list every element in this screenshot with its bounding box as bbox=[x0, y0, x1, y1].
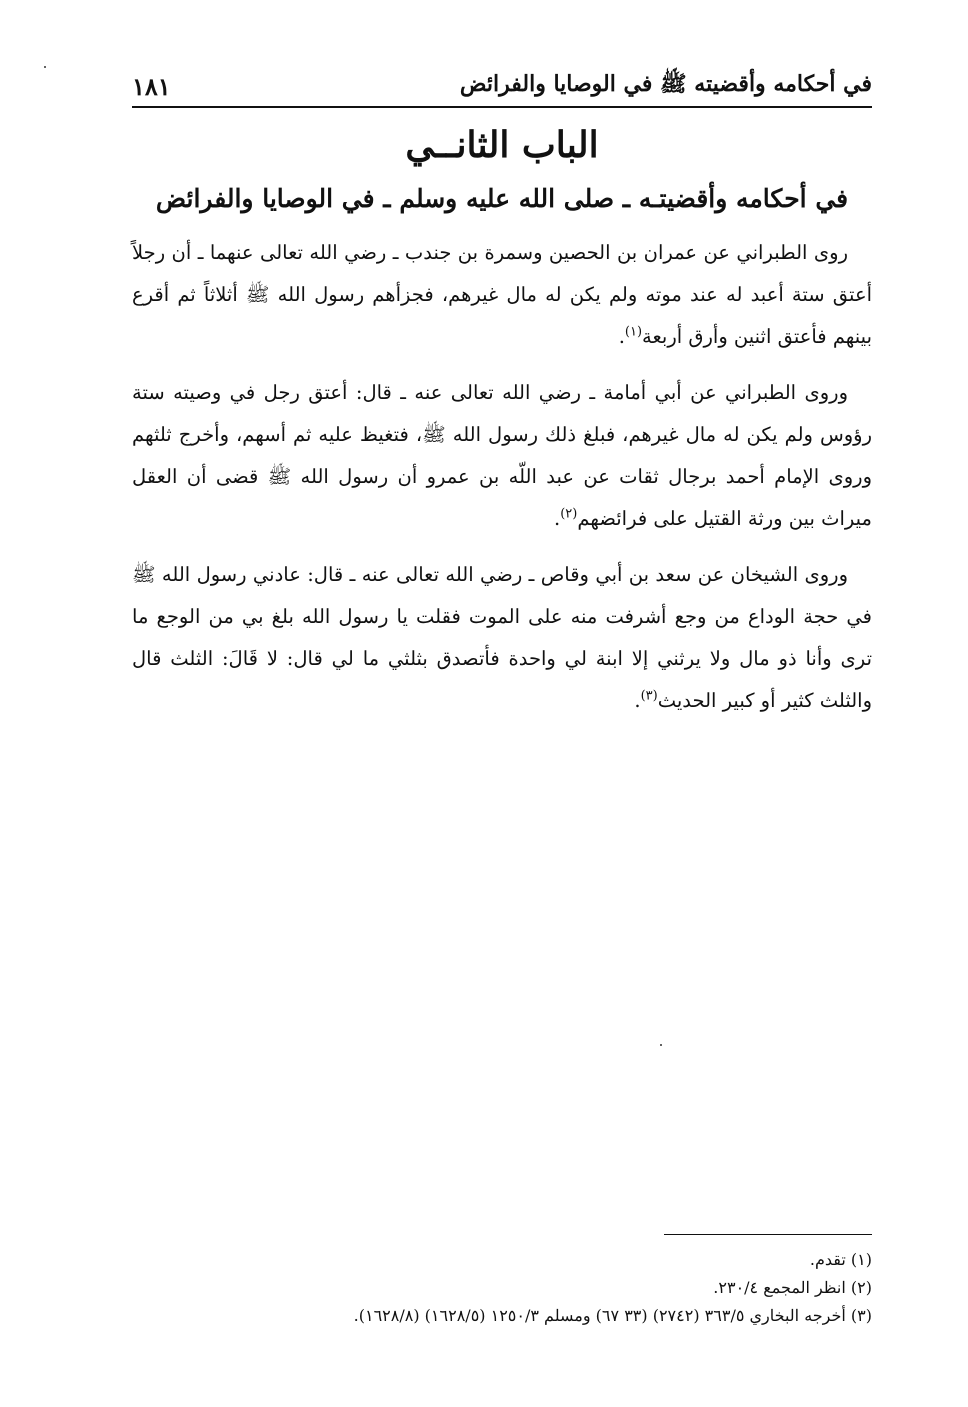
paragraph-2: وروى الطبراني عن أبي أمامة ـ رضي الله تعالى عنه ـ قال: أعتق رجل في وصيته ستة رؤوس ولم يكن له مال غيرهم، فبلغ ذلك رسول الله ﷺ، فتغيظ عليه ثم أسهم، وأخرج ثلثهم وروى الإمام أحمد برجال ثقات عن عبد اللّه بن عمرو أن رسول الله ﷺ قضى أن العقل ميراث بين ورثة القتيل على فرائضهم$^{(٢)}$. bbox=[132, 381, 872, 530]
footnote-reference: (٣) bbox=[640, 688, 658, 704]
chapter-title: الباب الثانــي bbox=[405, 124, 599, 166]
footnote-reference: (١) bbox=[624, 324, 643, 340]
footnote-3: (٣) أخرجه البخاري ٣٦٣/٥ (٢٧٤٢) (٣٣ ٦٧) ومسلم ١٢٥٠/٣ (١٦٢٨/٥) (١٦٢٨/٨). bbox=[353, 1306, 872, 1325]
paragraph-3: وروى الشيخان عن سعد بن أبي وقاص ـ رضي الله تعالى عنه ـ قال: عادني رسول الله ﷺ في حجة الوداع من وجع أشرفت منه على الموت فقلت يا رسول الله بلغ بي من الوجع ما ترى وأنا ذو مال ولا يرثني إلا ابنة لي واحدة فأتصدق بثلثي ما لي قال: لا قَالَ: الثلث قال والثلث كثير أو كبير الحديث$^{(٣)}$. bbox=[132, 563, 872, 712]
paragraph-text: روى الطبراني عن عمران بن الحصين وسمرة بن جندب ـ رضي الله تعالى عنهما ـ أن رجلاً أعتق ستة أعبد له عند موته ولم يكن له مال غيرهم، فجزأهم رسول الله ﷺ أثلاثاً ثم أقرع بينهم فأعتق اثنين وأرق أربعة bbox=[132, 241, 872, 348]
page-number: ١٨١ bbox=[132, 71, 171, 101]
scan-speck bbox=[660, 1044, 662, 1046]
chapter-subtitle: في أحكامه وأقضيتـه ـ صلى الله عليه وسلم ـ في الوصايا والفرائض bbox=[155, 184, 849, 213]
footnote-reference: (٢) bbox=[560, 506, 578, 522]
footnote-1: (١) تقدم. bbox=[809, 1250, 872, 1269]
footnote-divider bbox=[664, 1234, 872, 1235]
paragraph-text: وروى الطبراني عن أبي أمامة ـ رضي الله تعالى عنه ـ قال: أعتق رجل في وصيته ستة رؤوس ولم يكن له مال غيرهم، فبلغ ذلك رسول الله ﷺ، فتغيظ عليه ثم أسهم، وأخرج ثلثهم وروى الإمام أحمد برجال ثقات عن عبد اللّه بن عمرو أن رسول الله ﷺ قضى أن العقل ميراث بين ورثة القتيل على فرائضهم bbox=[132, 381, 872, 530]
scan-speck bbox=[44, 66, 46, 68]
running-header bbox=[132, 66, 872, 108]
footnotes-list bbox=[132, 1246, 872, 1330]
footnote-2: (٢) انظر المجمع ٢٣٠/٤. bbox=[713, 1278, 872, 1297]
paragraph-text: وروى الشيخان عن سعد بن أبي وقاص ـ رضي الله تعالى عنه ـ قال: عادني رسول الله ﷺ في حجة الوداع من وجع أشرفت منه على الموت فقلت يا رسول الله بلغ بي من الوجع ما ترى وأنا ذو مال ولا يرثني إلا ابنة لي واحدة فأتصدق بثلثي ما لي قال: لا قَالَ: الثلث قال والثلث كثير أو كبير الحديث bbox=[132, 563, 872, 712]
running-header-title: في أحكامه وأقضيته ﷺ في الوصايا والفرائض bbox=[459, 71, 872, 97]
paragraph-1: روى الطبراني عن عمران بن الحصين وسمرة بن جندب ـ رضي الله تعالى عنهما ـ أن رجلاً أعتق ستة أعبد له عند موته ولم يكن له مال غيرهم، فجزأهم رسول الله ﷺ أثلاثاً ثم أقرع بينهم فأعتق اثنين وأرق أربعة$^{(١)}$. bbox=[132, 241, 872, 348]
body-text bbox=[132, 232, 872, 736]
